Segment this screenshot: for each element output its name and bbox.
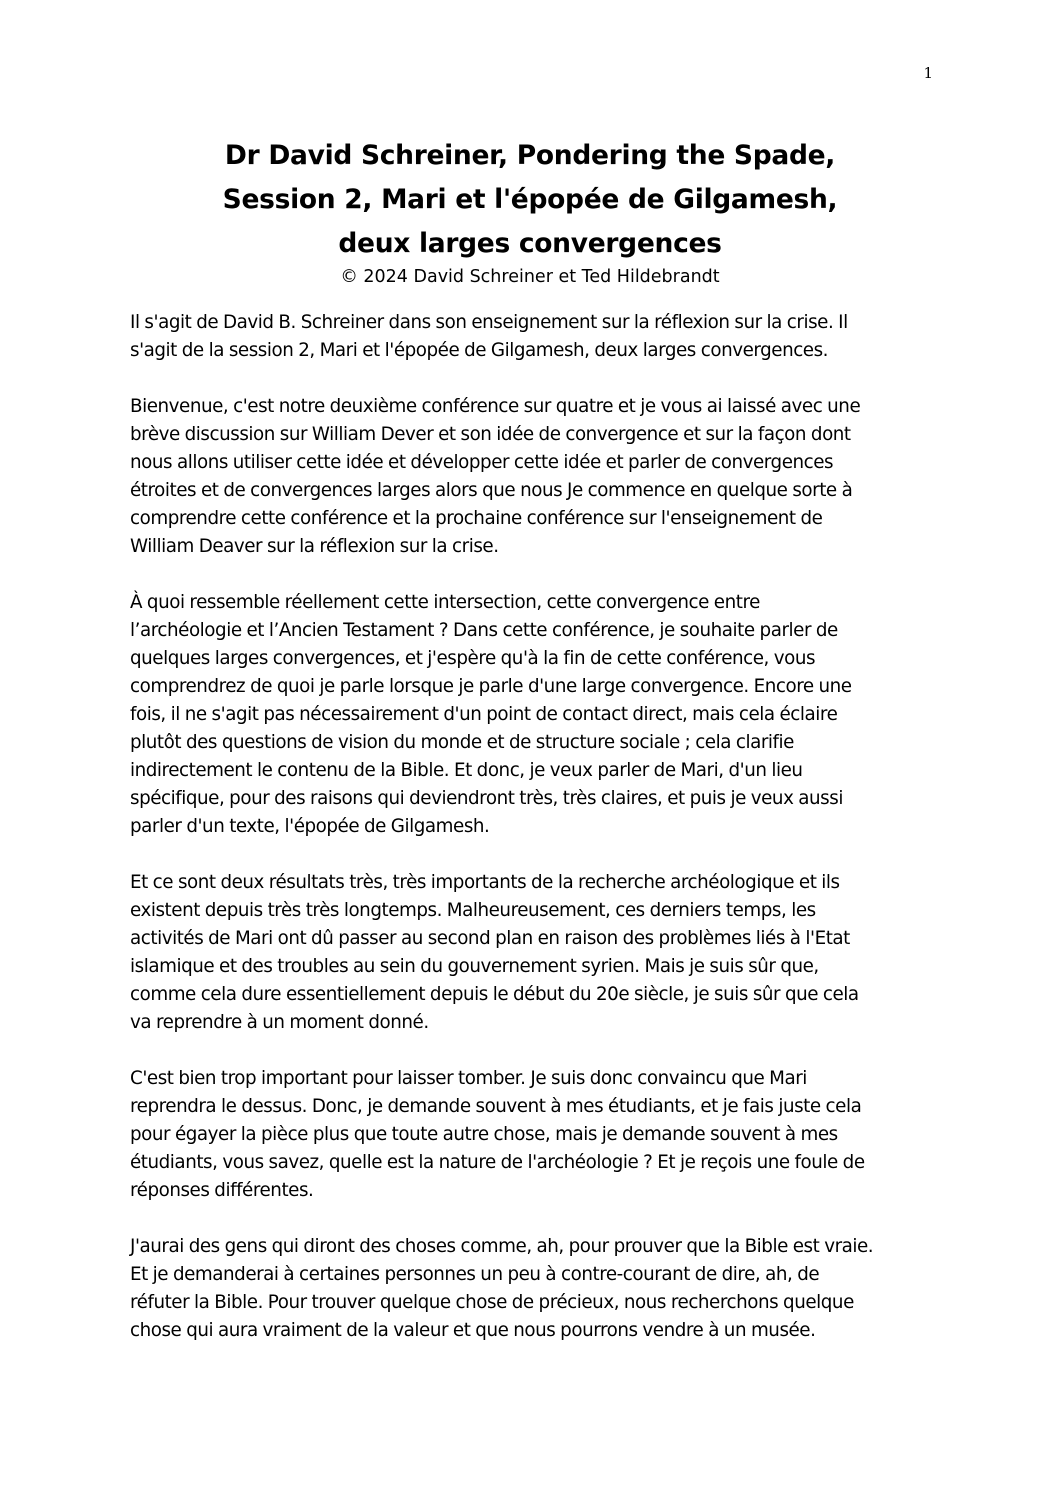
copyright-notice: © 2024 David Schreiner et Ted Hildebrandt bbox=[340, 267, 720, 287]
paragraph-3 bbox=[130, 589, 936, 841]
title-line-2: Session 2, Mari et l'épopée de Gilgamesh, bbox=[222, 184, 838, 215]
text-line: C'est bien trop important pour laisser tomber. Je suis donc convaincu que Mari bbox=[130, 1068, 807, 1089]
text-line: réponses différentes. bbox=[130, 1180, 314, 1201]
title-line-3: deux larges convergences bbox=[338, 228, 722, 259]
text-line: chose qui aura vraiment de la valeur et que nous pourrons vendre à un musée. bbox=[130, 1320, 816, 1341]
text-line: reprendra le dessus. Donc, je demande souvent à mes étudiants, et je fais juste cela bbox=[130, 1096, 862, 1117]
text-line: spécifique, pour des raisons qui deviendront très, très claires, et puis je veux aussi bbox=[130, 788, 843, 809]
paragraph-1 bbox=[130, 309, 936, 365]
paragraph-2 bbox=[130, 393, 936, 561]
document-body bbox=[130, 309, 936, 1373]
text-line: Il s'agit de David B. Schreiner dans son enseignement sur la réflexion sur la crise. Il bbox=[130, 312, 848, 333]
text-line: comprendrez de quoi je parle lorsque je parle d'une large convergence. Encore une bbox=[130, 676, 852, 697]
text-line: activités de Mari ont dû passer au second plan en raison des problèmes liés à l'Etat bbox=[130, 928, 850, 949]
text-line: Bienvenue, c'est notre deuxième conférence sur quatre et je vous ai laissé avec une bbox=[130, 396, 861, 417]
text-line: pour égayer la pièce plus que toute autre chose, mais je demande souvent à mes bbox=[130, 1124, 838, 1145]
text-line: J'aurai des gens qui diront des choses comme, ah, pour prouver que la Bible est vraie. bbox=[130, 1236, 874, 1257]
paragraph-5 bbox=[130, 1065, 936, 1205]
text-line: parler d'un texte, l'épopée de Gilgamesh. bbox=[130, 816, 490, 837]
text-line: comprendre cette conférence et la prochaine conférence sur l'enseignement de bbox=[130, 508, 823, 529]
paragraph-6 bbox=[130, 1233, 936, 1345]
text-line: Et je demanderai à certaines personnes un peu à contre-courant de dire, ah, de bbox=[130, 1264, 820, 1285]
text-line: quelques larges convergences, et j'espère qu'à la fin de cette conférence, vous bbox=[130, 648, 816, 669]
text-line: étudiants, vous savez, quelle est la nature de l'archéologie ? Et je reçois une foule de bbox=[130, 1152, 865, 1173]
text-line: l’archéologie et l’Ancien Testament ? Dans cette conférence, je souhaite parler de bbox=[130, 620, 838, 641]
text-line: existent depuis très très longtemps. Malheureusement, ces derniers temps, les bbox=[130, 900, 816, 921]
text-line: À quoi ressemble réellement cette intersection, cette convergence entre bbox=[130, 592, 760, 613]
title-line-1: Dr David Schreiner, Pondering the Spade, bbox=[224, 140, 836, 171]
text-line: plutôt des questions de vision du monde et de structure sociale ; cela clarifie bbox=[130, 732, 794, 753]
text-line: étroites et de convergences larges alors que nous Je commence en quelque sorte à bbox=[130, 480, 853, 501]
text-line: indirectement le contenu de la Bible. Et donc, je veux parler de Mari, d'un lieu bbox=[130, 760, 803, 781]
text-line: islamique et des troubles au sein du gouvernement syrien. Mais je suis sûr que, bbox=[130, 956, 819, 977]
page-number: 1 bbox=[923, 64, 933, 82]
text-line: va reprendre à un moment donné. bbox=[130, 1012, 429, 1033]
text-line: William Deaver sur la réflexion sur la crise. bbox=[130, 536, 499, 557]
text-line: comme cela dure essentiellement depuis le début du 20e siècle, je suis sûr que cela bbox=[130, 984, 859, 1005]
text-line: brève discussion sur William Dever et son idée de convergence et sur la façon dont bbox=[130, 424, 851, 445]
text-line: fois, il ne s'agit pas nécessairement d'un point de contact direct, mais cela éclaire bbox=[130, 704, 838, 725]
paragraph-4 bbox=[130, 869, 936, 1037]
document-header bbox=[130, 134, 930, 292]
text-line: Et ce sont deux résultats très, très importants de la recherche archéologique et ils bbox=[130, 872, 840, 893]
text-line: réfuter la Bible. Pour trouver quelque chose de précieux, nous recherchons quelque bbox=[130, 1292, 854, 1313]
text-line: s'agit de la session 2, Mari et l'épopée de Gilgamesh, deux larges convergences. bbox=[130, 340, 829, 361]
text-line: nous allons utiliser cette idée et développer cette idée et parler de convergences bbox=[130, 452, 834, 473]
